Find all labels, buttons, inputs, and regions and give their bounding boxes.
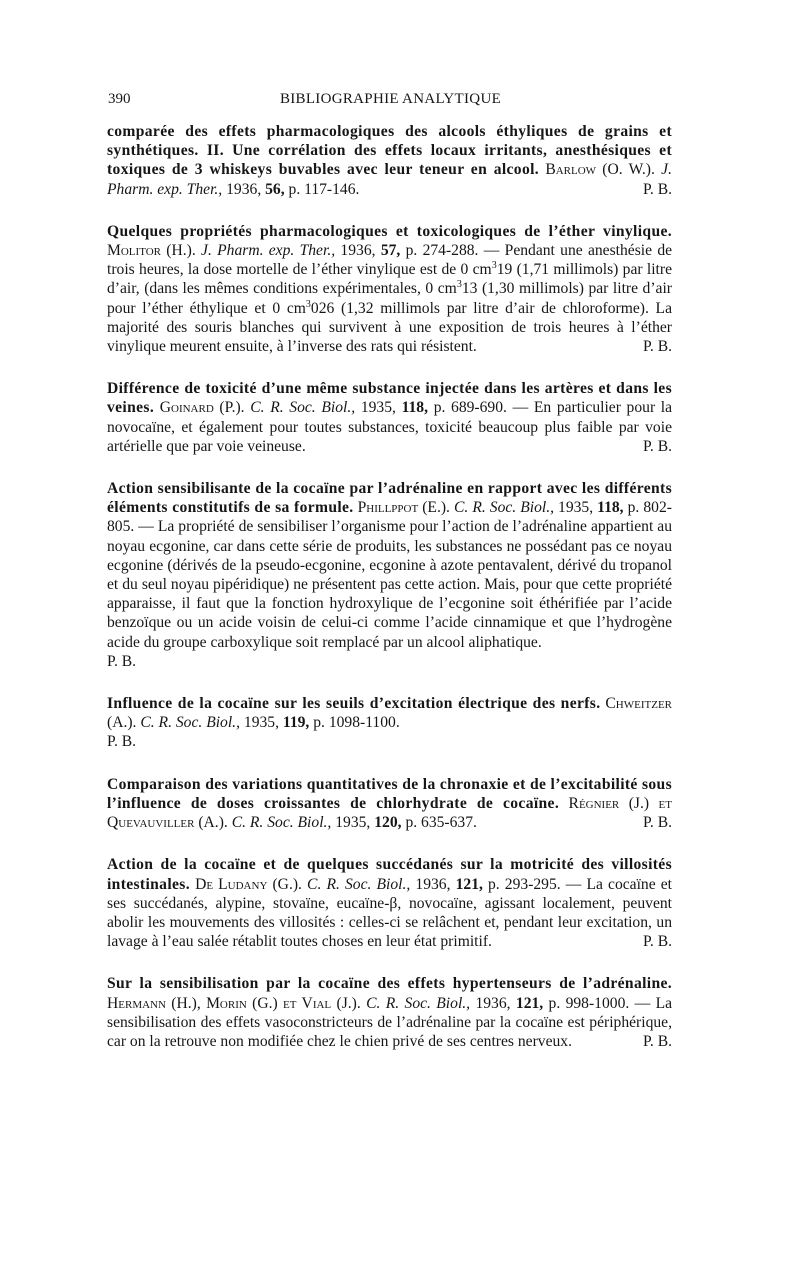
entry-signature: P. B. xyxy=(642,1032,672,1050)
bibliography-entry xyxy=(107,694,672,752)
entry-authors: Goinard (P.). xyxy=(159,399,245,417)
entry-signature: P. B. xyxy=(642,933,672,951)
entry-volume: 120, xyxy=(374,814,402,832)
entry-title: Action de la cocaïne et de quelques succédanés sur la motricité des villosités intestinales. xyxy=(107,856,672,893)
entry-title: Comparaison des variations quantitatives de la chronaxie et de l’excitabilité sous l’influence de doses croissantes de chlorhydrate de cocaïne. xyxy=(107,775,672,812)
entry-signature: P. B. xyxy=(642,338,672,356)
bibliography-entry xyxy=(107,479,672,671)
entry-title: Influence de la cocaïne sur les seuils d’excitation électrique des nerfs. xyxy=(107,695,601,713)
entry-volume: 118, xyxy=(401,399,429,417)
entry-pages: p. 802-805. xyxy=(107,499,672,536)
entry-title: Action sensibilisante de la cocaïne par l’adrénaline en rapport avec les différents éléments constitutifs de sa formule. xyxy=(107,480,672,517)
entry-year: 1935, xyxy=(335,814,371,832)
entry-pages: p. 293-295. xyxy=(488,875,561,893)
bibliography-entry xyxy=(107,974,672,1051)
entry-year: 1936, xyxy=(415,875,451,893)
entry-pages: p. 274-288. xyxy=(405,242,479,260)
entry-pages: p. 1098-1100. xyxy=(313,714,400,732)
running-title: BIBLIOGRAPHIE ANALYTIQUE xyxy=(279,91,502,107)
entry-year: 1935, xyxy=(360,399,396,417)
entry-journal: C. R. Soc. Biol., xyxy=(307,875,411,893)
entry-authors: Hermann (H.), Morin (G.) et Vial (J.). xyxy=(107,994,361,1012)
entry-volume: 56, xyxy=(265,180,285,198)
entry-journal: C. R. Soc. Biol., xyxy=(453,499,554,517)
page-number: 390 xyxy=(108,91,131,107)
entry-signature: P. B. xyxy=(107,652,137,670)
entry-year: 1936, xyxy=(340,242,376,260)
entry-year: 1935, xyxy=(243,714,279,732)
entry-volume: 57, xyxy=(380,242,401,260)
entry-signature: P. B. xyxy=(107,733,137,751)
entry-journal: C. R. Soc. Biol., xyxy=(140,714,240,732)
entry-pages: p. 117-146. xyxy=(288,180,360,198)
entry-journal: C. R. Soc. Biol., xyxy=(366,994,471,1012)
entry-signature: P. B. xyxy=(642,180,672,198)
entry-year: 1936, xyxy=(475,994,511,1012)
entry-journal: C. R. Soc. Biol., xyxy=(250,399,356,417)
bibliography-entry xyxy=(107,379,672,456)
bibliography-entry xyxy=(107,775,672,833)
bibliography-entry xyxy=(107,855,672,951)
entry-abstract: — La propriété de sensibiliser l’organisme pour l’action de l’adrénaline appartient au noyau ecgonine, car dans cette série de produits, les substances ne possédant pas ce noyau ecgonine (dérivés de la pseudo-ecgonine, ecgonine à azote pentavalent, dérivé du tropanol et du seul noyau pipéridique) ne présentent pas cette action. Mais, pour que cette propriété apparaisse, il faut que la fonction hydroxylique de l’ecgonine soit éthérifiée par l’acide benzoïque ou un acide voisin de celui-ci comme l’acide cinnamique et que l’hydrogène acide du groupe carboxylique soit remplacé par un alcool aliphatique. xyxy=(107,518,672,651)
entry-signature: P. B. xyxy=(642,437,672,455)
entry-year: 1936, xyxy=(226,180,262,198)
entry-pages: p. 635-637. xyxy=(405,814,477,832)
entry-volume: 119, xyxy=(282,714,310,732)
entry-journal: J. Pharm. exp. Ther., xyxy=(107,161,672,198)
bibliography-entry xyxy=(107,222,672,356)
entry-authors: Chweitzer (A.). xyxy=(107,695,672,732)
entry-year: 1935, xyxy=(558,499,594,517)
entry-signature: P. B. xyxy=(642,814,672,832)
entry-authors: Molitor (H.). xyxy=(107,242,196,260)
bibliography-list xyxy=(107,122,672,1051)
entry-authors: De Ludany (G.). xyxy=(195,875,302,893)
entry-journal: C. R. Soc. Biol., xyxy=(231,814,332,832)
entry-volume: 118, xyxy=(597,499,624,517)
bibliography-entry xyxy=(107,122,672,199)
entry-abstract: — La sensibilisation des effets vasoconstricteurs de l’adrénaline par la cocaïne est périphérique, car on la retrouve non modifiée chez le chien privé de ses centres nerveux. xyxy=(107,994,673,1050)
entry-authors: Régnier (J.) et Quevauviller (A.). xyxy=(107,794,672,832)
entry-title: Sur la sensibilisation par la cocaïne des effets hypertenseurs de l’adrénaline. xyxy=(107,975,672,993)
entry-authors: Barlow (O. W.). xyxy=(545,161,655,179)
entry-journal: J. Pharm. exp. Ther., xyxy=(201,242,336,260)
entry-title: comparée des effets pharmacologiques des alcools éthyliques de grains et synthétiques. II. Une corrélation des effets locaux irritants, anesthésiques et toxiques de 3 whiskeys buvables avec leur teneur en alcool. xyxy=(107,123,672,179)
entry-pages: p. 998-1000. xyxy=(548,994,630,1012)
entry-abstract: — Pendant une anesthésie de trois heures, la dose mortelle de l’éther vinylique est de 0 $cm^319$ (1,71 millimols) par litre d’air, (dans les mêmes conditions expérimentales, 0 $cm^313$ (1,30 millimols) par litre d’air pour l’éther éthylique et 0 $cm^3026$ (1,32 millimols par litre d’air de chloroforme). La majorité des souris blanches qui survivent à une exposition de trois heures à l’éther vinylique meurent ensuite, à l’inverse des rats qui résistent. xyxy=(107,242,673,356)
entry-volume: 121, xyxy=(515,994,544,1012)
entry-authors: Phillppot (E.). xyxy=(357,499,450,517)
entry-title: Différence de toxicité d’une même substance injectée dans les artères et dans les veines. xyxy=(107,380,672,417)
entry-title: Quelques propriétés pharmacologiques et toxicologiques de l’éther vinylique. xyxy=(107,222,672,240)
entry-volume: 121, xyxy=(455,875,483,893)
entry-abstract: — En particulier pour la novocaïne, et également pour toutes substances, toxicité beaucoup plus faible par voie artérielle que par voie veineuse. xyxy=(107,399,673,455)
entry-abstract: — La cocaïne et ses succédanés, alypine, stovaïne, eucaïne-β, novocaïne, agissant localement, peuvent abolir les mouvements des villosités : celles-ci se relâchent et, pendant leur excitation, un lavage à l’eau salée rétablit toutes choses en leur état primitif. xyxy=(107,875,672,951)
entry-pages: p. 689-690. xyxy=(433,399,507,417)
